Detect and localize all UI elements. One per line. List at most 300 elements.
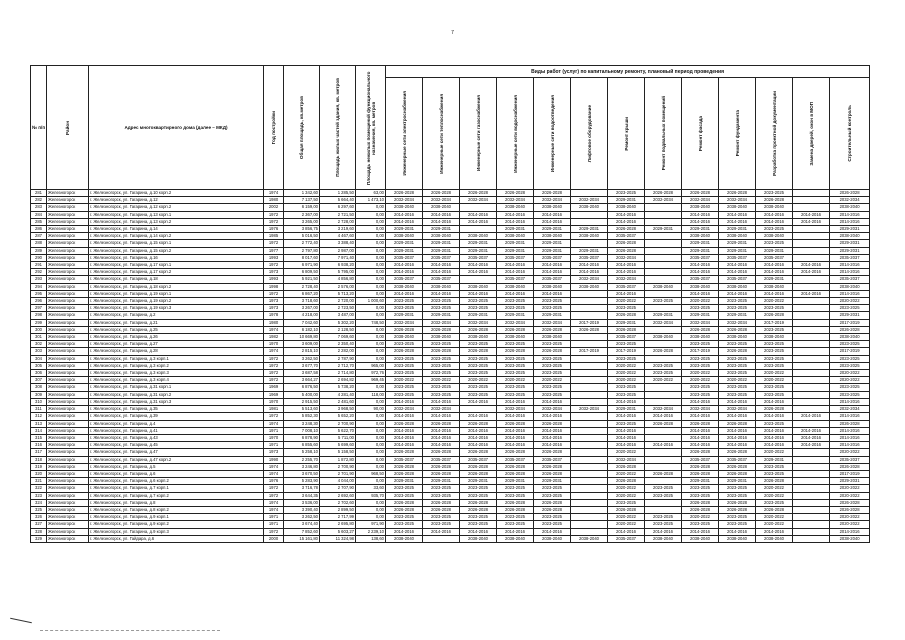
cell-build-year: 1972 [264, 362, 284, 369]
cell-facade-period: 2038-2040 [682, 334, 719, 341]
cell-foundation-period: 2014-2016 [719, 413, 756, 420]
cell-doors-windows-period [793, 514, 830, 521]
table-header [31, 66, 870, 190]
cell-residential-area: 2 899,50 [320, 506, 356, 513]
cell-heat-period: 2014-2016 [423, 528, 460, 535]
cell-address: г. Железногорск, ул. Гагарина, д.6 [89, 470, 264, 477]
cell-water-period: 2035-2037 [497, 276, 534, 283]
cell-basement-period: 2032-2034 [645, 406, 682, 413]
cell-water-period: 2014-2016 [497, 262, 534, 269]
cell-elevator-period [571, 190, 608, 197]
cell-total-area: 3 716,78 [284, 485, 320, 492]
cell-water-period: 2026-2028 [497, 463, 534, 470]
cell-district: Железногорск [47, 190, 89, 197]
cell-water-period: 2014-2016 [497, 413, 534, 420]
cell-district: Железногорск [47, 521, 89, 528]
cell-total-area: 2 915,50 [284, 398, 320, 405]
cell-foundation-period: 2023-2025 [719, 370, 756, 377]
cell-roof-period: 2020-2022 [608, 521, 645, 528]
table-row [31, 456, 870, 463]
cell-design-docs-period: 2038-2040 [756, 233, 793, 240]
cell-address: г. Железногорск, ул. Гагарина, д.45 [89, 442, 264, 449]
cell-residential-area: 2 700,90 [320, 420, 356, 427]
cell-build-year: 1972 [264, 240, 284, 247]
cell-facade-period: 2029-2031 [682, 478, 719, 485]
cell-construction-control-period: 2014-2016 [830, 269, 870, 276]
header-work-type: Строительный контроль [830, 78, 870, 190]
cell-design-docs-period: 2023-2025 [756, 463, 793, 470]
cell-design-docs-period: 2023-2025 [756, 355, 793, 362]
cell-gas-period: 2023-2025 [460, 391, 497, 398]
cell-roof-period: 2038-2040 [608, 204, 645, 211]
cell-row-number: 305 [31, 362, 47, 369]
cell-heat-period: 2026-2028 [423, 420, 460, 427]
cell-facade-period: 2029-2031 [682, 312, 719, 319]
cell-residential-area: 4 467,60 [320, 233, 356, 240]
cell-build-year: 1974 [264, 470, 284, 477]
cell-elevator-period [571, 456, 608, 463]
cell-basement-period [645, 384, 682, 391]
cell-foundation-period: 2035-2037 [719, 276, 756, 283]
cell-design-docs-period: 2029-2031 [756, 456, 793, 463]
cell-facade-period: 2014-2016 [682, 427, 719, 434]
cell-design-docs-period: 2029-2031 [756, 276, 793, 283]
cell-address: г. Железногорск, ул. Гагарина, д.41 [89, 427, 264, 434]
cell-build-year: 1990 [264, 456, 284, 463]
table-row [31, 377, 870, 384]
cell-address: г. Железногорск, ул. Гагарина, д.15 корп.2 [89, 247, 264, 254]
cell-doors-windows-period [793, 362, 830, 369]
cell-gas-period: 2026-2028 [460, 499, 497, 506]
cell-construction-control-period: 2035-2037 [830, 254, 870, 261]
cell-construction-control-period: 2026-2028 [830, 499, 870, 506]
cell-residential-area: 5 622,70 [320, 427, 356, 434]
cell-doors-windows-period [793, 341, 830, 348]
table-row [31, 370, 870, 377]
cell-sewer-period: 2023-2025 [534, 298, 571, 305]
cell-gas-period: 2023-2025 [460, 305, 497, 312]
cell-sewer-period: 2026-2028 [534, 348, 571, 355]
cell-district: Железногорск [47, 456, 89, 463]
cell-residential-area: 5 652,20 [320, 413, 356, 420]
table-row [31, 463, 870, 470]
cell-doors-windows-period: 2014-2016 [793, 269, 830, 276]
cell-elevator-period: 2032-2034 [571, 276, 608, 283]
cell-district: Железногорск [47, 204, 89, 211]
cell-design-docs-period: 2023-2025 [756, 470, 793, 477]
cell-facade-period: 2035-2037 [682, 456, 719, 463]
cell-roof-period: 2023-2025 [608, 341, 645, 348]
cell-design-docs-period: 2023-2025 [756, 305, 793, 312]
cell-district: Железногорск [47, 406, 89, 413]
cell-water-period: 2014-2016 [497, 269, 534, 276]
cell-gas-period: 2014-2016 [460, 528, 497, 535]
cell-facade-period: 2023-2025 [682, 391, 719, 398]
cell-foundation-period: 2038-2040 [719, 204, 756, 211]
cell-elevator-period [571, 514, 608, 521]
cell-sewer-period: 2038-2040 [534, 535, 571, 542]
cell-gas-period: 2032-2034 [460, 319, 497, 326]
cell-gas-period [460, 276, 497, 283]
cell-row-number: 317 [31, 449, 47, 456]
cell-elevator-period: 2029-2031 [571, 226, 608, 233]
cell-electric-period: 2026-2028 [386, 348, 423, 355]
cell-total-area: 4 218,00 [284, 312, 320, 319]
cell-nonresidential-area: 0,00 [356, 254, 386, 261]
cell-electric-period: 2026-2028 [386, 470, 423, 477]
cell-total-area: 3 246,80 [284, 463, 320, 470]
cell-basement-period [645, 478, 682, 485]
cell-district: Железногорск [47, 269, 89, 276]
cell-gas-period: 2029-2031 [460, 478, 497, 485]
cell-residential-area: 6 297,60 [320, 204, 356, 211]
cell-gas-period: 2023-2025 [460, 492, 497, 499]
cell-foundation-period: 2032-2034 [719, 197, 756, 204]
cell-nonresidential-area: 0,00 [356, 384, 386, 391]
cell-row-number: 323 [31, 492, 47, 499]
cell-construction-control-period: 2023-2025 [830, 391, 870, 398]
cell-facade-period: 2032-2034 [682, 319, 719, 326]
cell-residential-area: 5 664,40 [320, 197, 356, 204]
cell-district: Железногорск [47, 355, 89, 362]
cell-roof-period: 2026-2028 [608, 240, 645, 247]
cell-basement-period [645, 341, 682, 348]
cell-address: г. Железногорск, ул. Гагарина, д.19 корп.2 [89, 298, 264, 305]
cell-doors-windows-period [793, 470, 830, 477]
cell-total-area: 2 367,00 [284, 211, 320, 218]
cell-sewer-period: 2026-2028 [534, 420, 571, 427]
cell-nonresidential-area: 972,76 [356, 370, 386, 377]
cell-total-area: 2 772,40 [284, 240, 320, 247]
cell-address: г. Железногорск, ул. Гагарина, д.35 [89, 406, 264, 413]
table-row [31, 319, 870, 326]
cell-elevator-period: 2032-2034 [571, 197, 608, 204]
cell-district: Железногорск [47, 420, 89, 427]
cell-electric-period: 2032-2034 [386, 319, 423, 326]
cell-address: г. Железногорск, ул. Гагарина, д.8 корп.2 [89, 506, 264, 513]
header-work-type: Инженерные сети теплоснабжения [423, 78, 460, 190]
cell-residential-area: 2 576,00 [320, 283, 356, 290]
cell-water-period: 2014-2016 [497, 427, 534, 434]
cell-heat-period: 2023-2025 [423, 521, 460, 528]
table-row [31, 298, 870, 305]
cell-electric-period: 2035-2037 [386, 276, 423, 283]
cell-residential-area: 2 695,80 [320, 521, 356, 528]
cell-row-number: 319 [31, 463, 47, 470]
cell-sewer-period: 2014-2016 [534, 413, 571, 420]
cell-electric-period: 2023-2025 [386, 521, 423, 528]
cell-district: Железногорск [47, 233, 89, 240]
cell-nonresidential-area: 0,00 [356, 283, 386, 290]
table-row [31, 233, 870, 240]
cell-basement-period [645, 247, 682, 254]
cell-foundation-period: 2014-2016 [719, 427, 756, 434]
cell-sewer-period: 2026-2028 [534, 506, 571, 513]
cell-doors-windows-period [793, 312, 830, 319]
table-row [31, 305, 870, 312]
cell-construction-control-period: 2029-2031 [830, 247, 870, 254]
cell-facade-period: 2017-2019 [682, 348, 719, 355]
cell-foundation-period: 2032-2034 [719, 406, 756, 413]
cell-facade-period: 2023-2025 [682, 485, 719, 492]
cell-nonresidential-area: 0,00 [356, 211, 386, 218]
cell-gas-period [460, 204, 497, 211]
cell-design-docs-period: 2023-2025 [756, 362, 793, 369]
cell-address: г. Железногорск, ул. Гагарина, д.19 корп.3 [89, 305, 264, 312]
cell-foundation-period: 2035-2037 [719, 254, 756, 261]
cell-facade-period: 2014-2016 [682, 218, 719, 225]
cell-sewer-period: 2014-2016 [534, 290, 571, 297]
cell-address: г. Железногорск, ул. Гагарина, д.18 [89, 276, 264, 283]
cell-heat-period: 2023-2025 [423, 355, 460, 362]
cell-nonresidential-area: 0,00 [356, 312, 386, 319]
cell-address: г. Железногорск, ул. Гагарина, д.19 корп.1 [89, 290, 264, 297]
cell-water-period: 2014-2016 [497, 528, 534, 535]
table-row [31, 442, 870, 449]
cell-build-year: 1974 [264, 463, 284, 470]
capital-repair-table [30, 65, 870, 543]
table-row [31, 485, 870, 492]
cell-heat-period: 2026-2028 [423, 463, 460, 470]
cell-elevator-period [571, 442, 608, 449]
cell-district: Железногорск [47, 218, 89, 225]
cell-doors-windows-period [793, 406, 830, 413]
cell-district: Железногорск [47, 492, 89, 499]
cell-construction-control-period: 2038-2040 [830, 283, 870, 290]
cell-facade-period: 2020-2022 [682, 377, 719, 384]
cell-residential-area: 2 987,00 [320, 247, 356, 254]
cell-electric-period: 2038-2040 [386, 233, 423, 240]
header-work-type: Ремонт фасада [682, 78, 719, 190]
cell-total-area: 2 815,10 [284, 348, 320, 355]
cell-gas-period: 2014-2016 [460, 442, 497, 449]
cell-construction-control-period: 2014-2016 [830, 427, 870, 434]
cell-build-year: 1972 [264, 413, 284, 420]
cell-doors-windows-period [793, 506, 830, 513]
repair-schedule-table [30, 65, 870, 543]
cell-design-docs-period: 2020-2022 [756, 377, 793, 384]
cell-water-period: 2020-2022 [497, 377, 534, 384]
cell-row-number: 293 [31, 276, 47, 283]
cell-district: Железногорск [47, 384, 89, 391]
cell-facade-period: 2026-2028 [682, 506, 719, 513]
cell-nonresidential-area: 0,00 [356, 506, 386, 513]
cell-total-area: 5 921,50 [284, 276, 320, 283]
cell-water-period: 2014-2016 [497, 218, 534, 225]
cell-foundation-period: 2014-2016 [719, 269, 756, 276]
cell-elevator-period [571, 492, 608, 499]
cell-address: г. Железногорск, ул. Гагарина, д.6 корп.2 [89, 478, 264, 485]
cell-sewer-period: 2023-2025 [534, 521, 571, 528]
cell-basement-period [645, 218, 682, 225]
cell-gas-period: 2035-2037 [460, 254, 497, 261]
cell-nonresidential-area: 0,00 [356, 434, 386, 441]
cell-roof-period: 2029-2031 [608, 197, 645, 204]
cell-construction-control-period: 2014-2016 [830, 218, 870, 225]
cell-basement-period: 2038-2040 [645, 283, 682, 290]
cell-address: г. Железногорск, ул. Гагарина, д.10 корп.2 [89, 190, 264, 197]
cell-construction-control-period: 2020-2022 [830, 521, 870, 528]
cell-address: г. Железногорск, ул. Гагарина, д.12 корп.2 [89, 204, 264, 211]
cell-row-number: 329 [31, 535, 47, 542]
cell-total-area: 7 008,10 [284, 427, 320, 434]
cell-construction-control-period: 2038-2040 [830, 204, 870, 211]
cell-gas-period: 2014-2016 [460, 434, 497, 441]
cell-roof-period: 2020-2022 [608, 485, 645, 492]
cell-facade-period: 2026-2028 [682, 449, 719, 456]
cell-heat-period: 2014-2016 [423, 398, 460, 405]
cell-district: Железногорск [47, 506, 89, 513]
cell-roof-period: 2035-2037 [608, 334, 645, 341]
table-row [31, 204, 870, 211]
cell-build-year: 1970 [264, 398, 284, 405]
cell-doors-windows-period [793, 197, 830, 204]
cell-doors-windows-period [793, 226, 830, 233]
cell-electric-period: 2029-2031 [386, 240, 423, 247]
cell-foundation-period: 2026-2028 [719, 348, 756, 355]
cell-construction-control-period: 2014-2016 [830, 398, 870, 405]
header-work-type: Инженерные сети газоснабжения [460, 78, 497, 190]
table-row [31, 290, 870, 297]
cell-district: Железногорск [47, 254, 89, 261]
cell-electric-period: 2026-2028 [386, 463, 423, 470]
cell-electric-period: 2020-2022 [386, 377, 423, 384]
cell-nonresidential-area: 63,00 [356, 190, 386, 197]
cell-nonresidential-area: 0,00 [356, 290, 386, 297]
cell-row-number: 296 [31, 298, 47, 305]
table-row [31, 262, 870, 269]
cell-construction-control-period: 2017-2019 [830, 348, 870, 355]
cell-heat-period: 2014-2016 [423, 434, 460, 441]
cell-roof-period: 2023-2025 [608, 391, 645, 398]
cell-design-docs-period: 2038-2040 [756, 334, 793, 341]
table-row [31, 398, 870, 405]
cell-roof-period: 2029-2031 [608, 319, 645, 326]
cell-roof-period: 2032-2034 [608, 456, 645, 463]
cell-electric-period: 2014-2016 [386, 269, 423, 276]
cell-facade-period: 2023-2025 [682, 341, 719, 348]
cell-address: г. Железногорск, ул. Гагарина, д.3 корп.4 [89, 377, 264, 384]
cell-facade-period: 2038-2040 [682, 283, 719, 290]
cell-facade-period: 2035-2037 [682, 254, 719, 261]
cell-district: Железногорск [47, 262, 89, 269]
cell-sewer-period: 2035-2037 [534, 456, 571, 463]
cell-build-year: 1976 [264, 226, 284, 233]
cell-district: Железногорск [47, 449, 89, 456]
cell-gas-period: 2026-2028 [460, 190, 497, 197]
cell-foundation-period: 2023-2025 [719, 362, 756, 369]
cell-elevator-period: 2032-2034 [571, 406, 608, 413]
cell-build-year: 1974 [264, 420, 284, 427]
cell-residential-area: 2 707,90 [320, 485, 356, 492]
cell-nonresidential-area: 0,00 [356, 341, 386, 348]
cell-district: Железногорск [47, 341, 89, 348]
cell-sewer-period: 2032-2034 [534, 197, 571, 204]
cell-water-period: 2023-2025 [497, 370, 534, 377]
cell-electric-period: 2023-2025 [386, 298, 423, 305]
table-row [31, 528, 870, 535]
cell-roof-period: 2014-2016 [608, 427, 645, 434]
cell-gas-period: 2014-2016 [460, 269, 497, 276]
cell-total-area: 1 342,60 [284, 190, 320, 197]
cell-district: Железногорск [47, 514, 89, 521]
cell-doors-windows-period [793, 485, 830, 492]
cell-residential-area: 2 701,90 [320, 470, 356, 477]
cell-elevator-period [571, 341, 608, 348]
cell-residential-area: 2 350,40 [320, 341, 356, 348]
cell-heat-period: 2023-2025 [423, 485, 460, 492]
cell-design-docs-period: 2029-2031 [756, 247, 793, 254]
cell-doors-windows-period [793, 478, 830, 485]
cell-roof-period: 2026-2028 [608, 506, 645, 513]
cell-elevator-period [571, 485, 608, 492]
cell-construction-control-period: 2023-2025 [830, 355, 870, 362]
cell-residential-area: 3 968,50 [320, 406, 356, 413]
cell-roof-period: 2032-2034 [608, 254, 645, 261]
cell-design-docs-period: 2014-2016 [756, 427, 793, 434]
cell-water-period: 2038-2040 [497, 535, 534, 542]
cell-construction-control-period: 2017-2019 [830, 470, 870, 477]
cell-heat-period: 2029-2031 [423, 240, 460, 247]
cell-doors-windows-period [793, 204, 830, 211]
cell-sewer-period: 2029-2031 [534, 247, 571, 254]
cell-basement-period [645, 434, 682, 441]
cell-row-number: 295 [31, 290, 47, 297]
cell-construction-control-period: 2020-2022 [830, 449, 870, 456]
cell-heat-period: 2029-2031 [423, 247, 460, 254]
cell-basement-period: 2023-2025 [645, 362, 682, 369]
cell-water-period: 2026-2028 [497, 326, 534, 333]
cell-design-docs-period: 2014-2016 [756, 442, 793, 449]
cell-water-period: 2023-2025 [497, 341, 534, 348]
cell-water-period: 2038-2040 [497, 283, 534, 290]
cell-electric-period: 2035-2037 [386, 456, 423, 463]
cell-gas-period: 2026-2028 [460, 463, 497, 470]
cell-total-area: 3 390,40 [284, 506, 320, 513]
cell-sewer-period: 2029-2031 [534, 312, 571, 319]
cell-basement-period: 2014-2016 [645, 442, 682, 449]
cell-doors-windows-period: 2014-2016 [793, 413, 830, 420]
cell-electric-period: 2026-2028 [386, 326, 423, 333]
cell-total-area: 3 856,75 [284, 226, 320, 233]
cell-district: Железногорск [47, 305, 89, 312]
cell-foundation-period: 2026-2028 [719, 326, 756, 333]
cell-doors-windows-period [793, 499, 830, 506]
cell-nonresidential-area: 748,50 [356, 319, 386, 326]
cell-water-period: 2026-2028 [497, 470, 534, 477]
cell-basement-period [645, 305, 682, 312]
cell-construction-control-period: 2026-2028 [830, 190, 870, 197]
cell-nonresidential-area: 0,00 [356, 247, 386, 254]
cell-total-area: 3 262,50 [284, 355, 320, 362]
cell-residential-area: 1 285,50 [320, 190, 356, 197]
cell-sewer-period: 2026-2028 [534, 449, 571, 456]
cell-residential-area: 5 795,00 [320, 269, 356, 276]
cell-electric-period: 2026-2028 [386, 506, 423, 513]
cell-nonresidential-area: 33,60 [356, 485, 386, 492]
cell-sewer-period: 2023-2025 [534, 492, 571, 499]
cell-electric-period: 2029-2031 [386, 226, 423, 233]
cell-heat-period: 2026-2028 [423, 190, 460, 197]
cell-residential-area: 4 044,00 [320, 478, 356, 485]
header-work-type: Инженерные сети водоснабжения [497, 78, 534, 190]
table-row [31, 190, 870, 197]
cell-heat-period: 2023-2025 [423, 391, 460, 398]
cell-district: Железногорск [47, 528, 89, 535]
table-row [31, 514, 870, 521]
cell-elevator-period: 2014-2016 [571, 269, 608, 276]
cell-foundation-period: 2023-2025 [719, 391, 756, 398]
